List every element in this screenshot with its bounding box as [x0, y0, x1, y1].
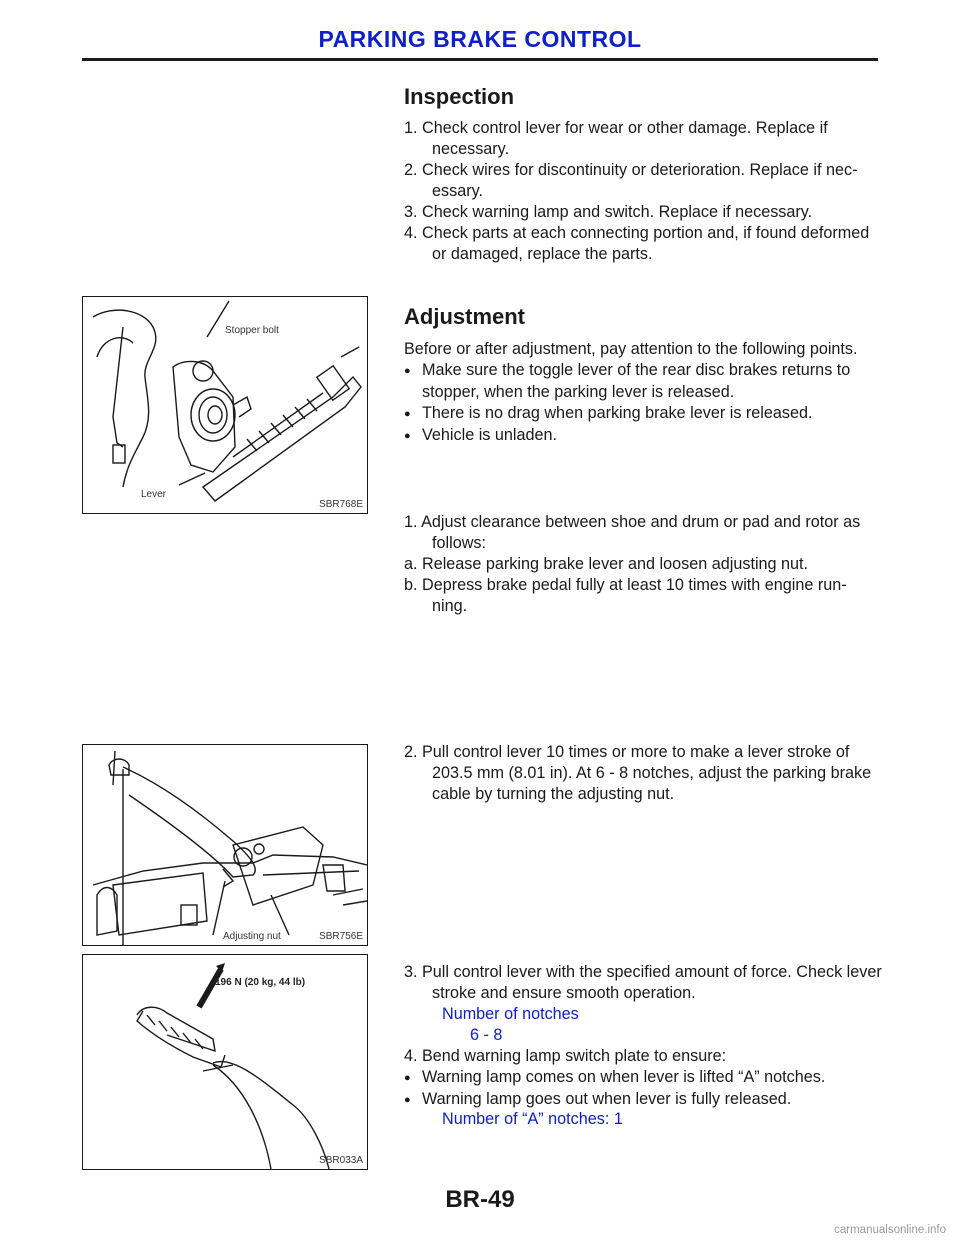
figure-label-force: 196 N (20 kg, 44 lb): [215, 977, 306, 988]
adjustment-point-3: ● Vehicle is unladen.: [404, 425, 882, 447]
spec-a-notches: Number of “A” notches: 1: [442, 1110, 623, 1128]
adjusting-nut-illustration: [83, 745, 367, 945]
adjustment-point-1: ● Make sure the toggle lever of the rear disc brakes returns to stopper, when the parking lever is released.: [404, 361, 851, 401]
inspection-step-3: 3. Check warning lamp and switch. Replace if necessary.: [404, 203, 813, 221]
adjustment-step-1: [404, 512, 882, 617]
figure-code: SBR768E: [319, 499, 363, 510]
inspection-steps: [404, 118, 882, 265]
figure-label-lever: Lever: [141, 489, 167, 500]
adjustment-step-3-text: 3. Pull control lever with the specified amount of force. Check lever stroke and ensure smooth operation.: [404, 963, 882, 1002]
adjustment-step-1-b: b. Depress brake pedal fully at least 10 times with engine run- ning.: [404, 576, 847, 615]
bullet-icon: ●: [404, 1072, 411, 1084]
watermark: carmanualsonline.info: [834, 1224, 946, 1236]
adjustment-intro: Before or after adjustment, pay attention to the following points.: [404, 340, 858, 358]
bullet-icon: ●: [404, 365, 411, 377]
inspection-heading: Inspection: [404, 84, 515, 109]
adjustment-point-2: ● There is no drag when parking brake lever is released.: [404, 403, 882, 425]
inspection-step-2: 2. Check wires for discontinuity or deterioration. Replace if nec- essary.: [404, 161, 858, 200]
adjustment-heading: Adjustment: [404, 304, 525, 329]
figure-adjusting-nut: [82, 744, 368, 946]
adjustment-step-4-text: 4. Bend warning lamp switch plate to ensure:: [404, 1047, 727, 1065]
figure-lever-force: [82, 954, 368, 1170]
adjustment-step-4: [404, 1046, 882, 1111]
adjustment-step-2-text: 2. Pull control lever 10 times or more to make a lever stroke of 203.5 mm (8.01 in). At 6 - 8 notches, adjust the parking brake cable by turning the adjusting nut.: [404, 743, 872, 803]
adjustment-step-2: [404, 742, 882, 805]
figure-stopper-bolt: [82, 296, 368, 514]
bullet-icon: ●: [404, 1094, 411, 1106]
adjustment-step-1-main: 1. Adjust clearance between shoe and drum or pad and rotor as follows:: [404, 513, 861, 552]
figure-code: SBR033A: [319, 1155, 363, 1166]
figure-code: SBR756E: [319, 931, 363, 942]
inspection-step-4: 4. Check parts at each connecting portion and, if found deformed or damaged, replace the parts.: [404, 224, 870, 263]
bullet-icon: ●: [404, 408, 411, 420]
adjustment-points: [404, 360, 882, 447]
adjustment-step-4-point-1: ● Warning lamp comes on when lever is lifted “A” notches.: [404, 1067, 882, 1089]
bullet-icon: ●: [404, 430, 411, 442]
figure-label-stopper-bolt: Stopper bolt: [225, 325, 279, 336]
inspection-step-1: 1. Check control lever for wear or other damage. Replace if necessary.: [404, 119, 828, 158]
figure-label-adjusting-nut: Adjusting nut: [223, 931, 281, 942]
header-divider: [82, 58, 878, 61]
adjustment-step-3: [404, 962, 882, 1004]
spec-notches-value: 6 - 8: [470, 1026, 503, 1044]
adjustment-step-1-a: a. Release parking brake lever and loosen adjusting nut.: [404, 555, 809, 573]
spec-notches-label: Number of notches: [442, 1005, 579, 1023]
page-header-title: PARKING BRAKE CONTROL: [318, 26, 642, 52]
page-number: BR-49: [445, 1186, 515, 1213]
adjustment-step-4-point-2: ● Warning lamp goes out when lever is fully released.: [404, 1089, 882, 1111]
